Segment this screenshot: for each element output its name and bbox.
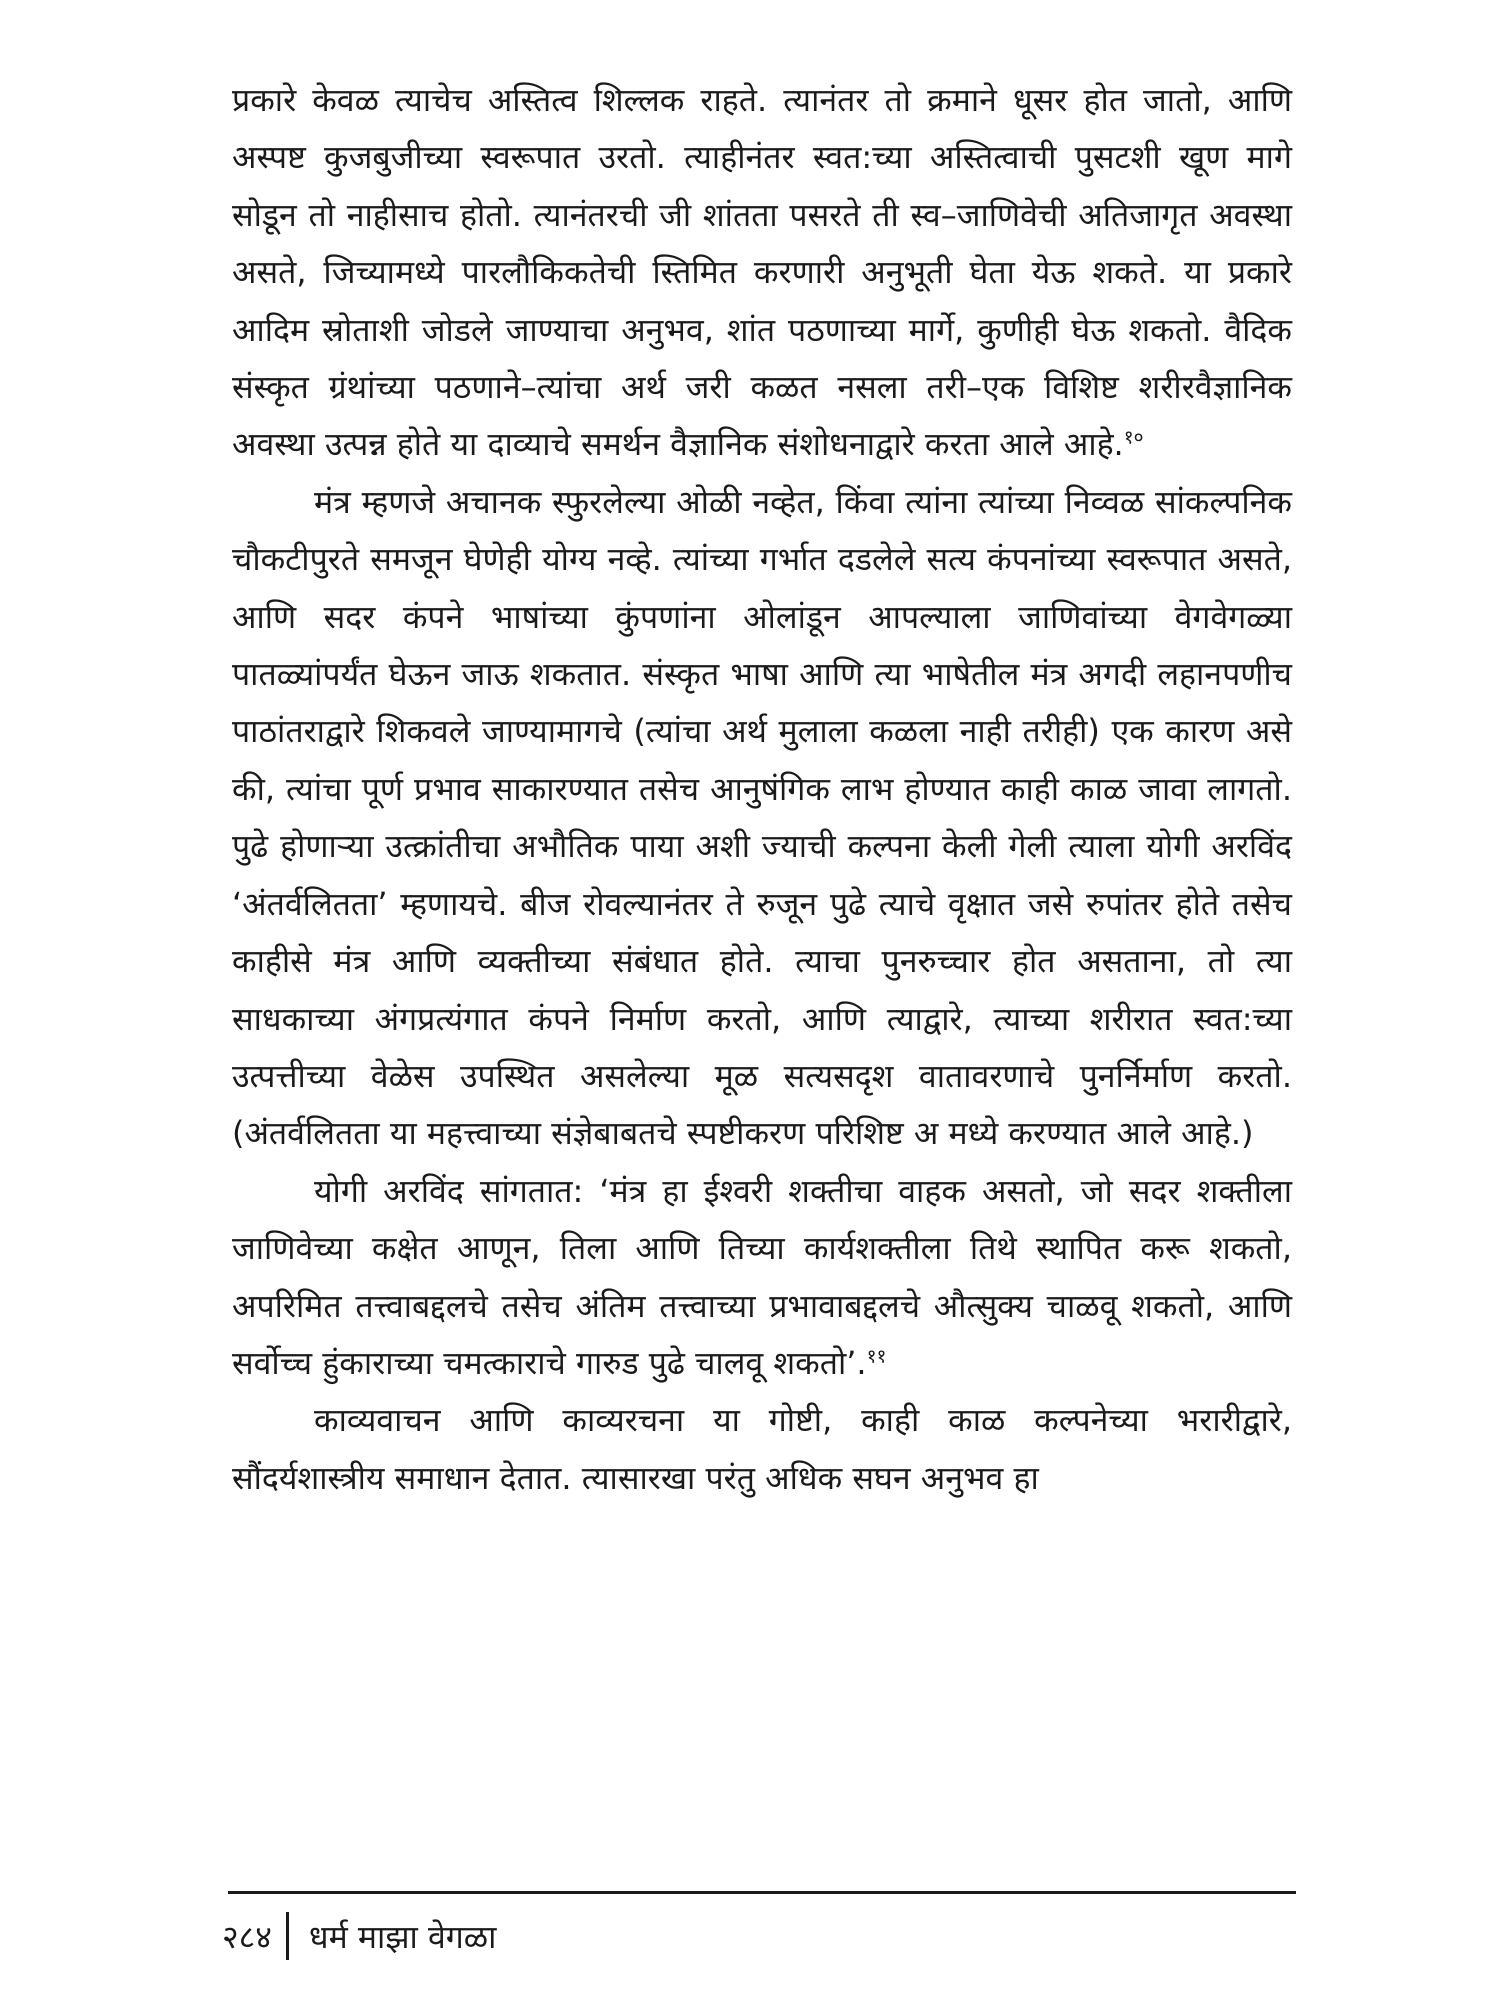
footer-divider: [228, 1891, 1296, 1894]
paragraph-2-text: मंत्र म्हणजे अचानक स्फुरलेल्या ओळी नव्हेत, किंवा त्यांना त्यांच्या निव्वळ सांकल्पनिक चौकटीपुरते समजून घेणेही योग्य नव्हे. त्यांच्या गर्भात दडलेले सत्य कंपनांच्या स्वरूपात असते, आणि सदर कंपने भाषांच्या कुंपणांना ओलांडून आपल्याला जाणिवांच्या वेगवेगळ्या पातळ्यांपर्यंत घेऊन जाऊ शकतात. संस्कृत भाषा आणि त्या भाषेतील मंत्र अगदी लहानपणीच पाठांतराद्वारे शिकवले जाण्यामागचे (त्यांचा अर्थ मुलाला कळला नाही तरीही) एक कारण असे की, त्यांचा पूर्ण प्रभाव साकारण्यात तसेच आनुषंगिक लाभ होण्यात काही काळ जावा लागतो. पुढे होणाऱ्या उत्क्रांतीचा अभौतिक पाया अशी ज्याची कल्पना केली गेली त्याला योगी अरविंद ‘अंतर्वलितता’ म्हणायचे. बीज रोवल्यानंतर ते रुजून पुढे त्याचे वृक्षात जसे रुपांतर होते तसेच काहीसे मंत्र आणि व्यक्तीच्या संबंधात होते. त्याचा पुनरुच्चार होत असताना, तो त्या साधकाच्या अंगप्रत्यंगात कंपने निर्माण करतो, आणि त्याद्वारे, त्याच्या शरीरात स्वत:च्या उत्पत्तीच्या वेळेस उपस्थित असलेल्या मूळ सत्यसदृश वातावरणाचे पुनर्निर्माण करतो. (अंतर्वलितता या महत्त्वाच्या संज्ञेबाबतचे स्पष्टीकरण परिशिष्ट अ मध्ये करण्यात आले आहे.): [232, 482, 1292, 1153]
book-title: धर्म माझा वेगळा: [308, 1917, 497, 1956]
page-footer: [222, 1900, 496, 1972]
footnote-marker-11[interactable]: ११: [866, 1345, 887, 1368]
page-body: [232, 72, 1292, 1507]
paragraph-3: [232, 1163, 1292, 1393]
footnote-marker-10[interactable]: १०: [1123, 426, 1144, 449]
paragraph-1: [232, 72, 1292, 474]
footer-separator: [286, 1912, 289, 1960]
paragraph-3-text: योगी अरविंद सांगतात: ‘मंत्र हा ईश्वरी शक्तीचा वाहक असतो, जो सदर शक्तीला जाणिवेच्या कक्षेत आणून, तिला आणि तिच्या कार्यशक्तीला तिथे स्थापित करू शकतो, अपरिमित तत्त्वाबद्दलचे तसेच अंतिम तत्त्वाच्या प्रभावाबद्दलचे औत्सुक्य चाळवू शकतो, आणि सर्वोच्च हुंकाराच्या चमत्काराचे गारुड पुढे चालवू शकतो’.: [232, 1171, 1292, 1382]
paragraph-1-text: प्रकारे केवळ त्याचेच अस्तित्व शिल्लक राहते. त्यानंतर तो क्रमाने धूसर होत जातो, आणि अस्पष्ट कुजबुजीच्या स्वरूपात उरतो. त्याहीनंतर स्वत:च्या अस्तित्वाची पुसटशी खूण मागे सोडून तो नाहीसाच होतो. त्यानंतरची जी शांतता पसरते ती स्व–जाणिवेची अतिजागृत अवस्था असते, जिच्यामध्ये पारलौकिकतेची स्तिमित करणारी अनुभूती घेता येऊ शकते. या प्रकारे आदिम स्रोताशी जोडले जाण्याचा अनुभव, शांत पठणाच्या मार्गे, कुणीही घेऊ शकतो. वैदिक संस्कृत ग्रंथांच्या पठणाने–त्यांचा अर्थ जरी कळत नसला तरी–एक विशिष्ट शरीरवैज्ञानिक अवस्था उत्पन्न होते या दाव्याचे समर्थन वैज्ञानिक संशोधनाद्वारे करता आले आहे.: [232, 81, 1292, 464]
paragraph-4: [232, 1392, 1292, 1507]
page-number: २८४: [222, 1917, 272, 1956]
paragraph-4-text: काव्यवाचन आणि काव्यरचना या गोष्टी, काही काळ कल्पनेच्या भरारीद्वारे, सौंदर्यशास्त्रीय समाधान देतात. त्यासारखा परंतु अधिक सघन अनुभव हा: [232, 1401, 1292, 1497]
paragraph-2: [232, 474, 1292, 1163]
